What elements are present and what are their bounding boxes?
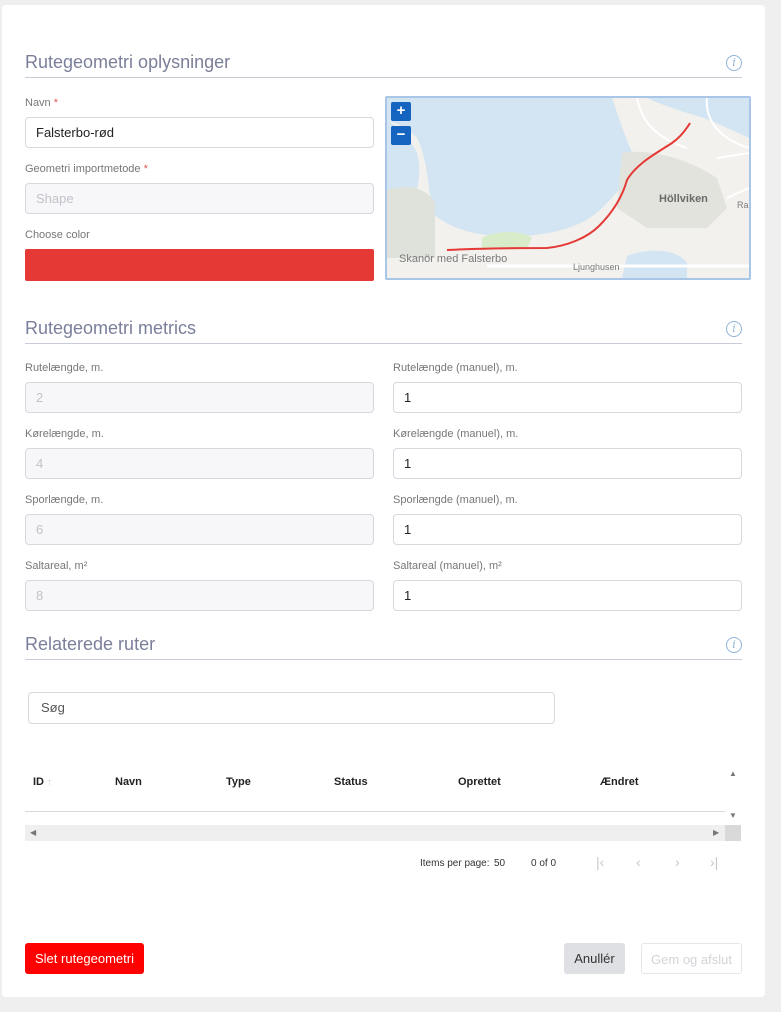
required-mark: * (143, 163, 148, 175)
zoom-out-button[interactable]: − (391, 126, 411, 145)
map-label-ra: Ra (737, 200, 749, 210)
column-id-label: ID (33, 776, 44, 788)
info-icon[interactable]: i (726, 637, 742, 653)
search-input[interactable]: Søg (28, 692, 555, 724)
column-name[interactable]: Navn (115, 776, 142, 788)
name-label (25, 97, 58, 109)
horizontal-scrollbar[interactable] (25, 825, 725, 841)
items-per-page-label: Items per page: (420, 858, 490, 869)
scroll-down-icon[interactable]: ▼ (729, 811, 737, 820)
import-method-label (25, 163, 148, 175)
drive-length-field: 4 (25, 448, 374, 479)
scroll-right-icon[interactable]: ▶ (713, 828, 720, 837)
table-header (25, 766, 725, 812)
column-changed[interactable]: Ændret (600, 776, 639, 788)
last-page-icon[interactable]: ›| (710, 854, 719, 870)
track-length-manual-input[interactable]: 1 (393, 514, 742, 545)
cancel-button[interactable]: Anullér (564, 943, 625, 974)
drive-length-manual-input[interactable]: 1 (393, 448, 742, 479)
previous-page-icon[interactable]: ‹ (636, 854, 641, 870)
section-title-info (25, 52, 742, 78)
map-label-hollviken: Höllviken (659, 193, 708, 205)
section-title-metrics (25, 318, 742, 344)
save-and-close-button[interactable]: Gem og afslut (641, 943, 742, 974)
track-length-field: 6 (25, 514, 374, 545)
color-picker[interactable] (25, 249, 374, 281)
route-length-field: 2 (25, 382, 374, 413)
map-label-ljunghusen: Ljunghusen (573, 262, 620, 272)
section-title-related (25, 634, 742, 660)
scroll-left-icon[interactable]: ◀ (30, 828, 37, 837)
salt-area-manual-input[interactable]: 1 (393, 580, 742, 611)
map-label-skanor: Skanör med Falsterbo (399, 253, 508, 265)
metric-manual-label: Kørelængde (manuel), m. (393, 428, 519, 440)
scroll-up-icon[interactable]: ▲ (729, 769, 737, 778)
metrics-section-title: Rutegeometri metrics (25, 318, 197, 338)
related-section-title: Relaterede ruter (25, 634, 156, 654)
column-status[interactable]: Status (334, 776, 368, 788)
next-page-icon[interactable]: › (675, 854, 680, 870)
import-label-text: Geometri importmetode (25, 163, 141, 175)
name-label-text: Navn (25, 97, 51, 109)
column-type[interactable]: Type (226, 776, 251, 788)
metric-manual-label: Saltareal (manuel), m² (393, 560, 502, 572)
color-label: Choose color (25, 229, 90, 241)
zoom-in-button[interactable]: + (391, 102, 411, 121)
sort-arrow-icon: ↑ (47, 777, 53, 788)
metric-label: Rutelængde, m. (25, 362, 104, 374)
import-method-field: Shape (25, 183, 374, 214)
metric-label: Saltareal, m² (25, 560, 88, 572)
metric-manual-label: Sporlængde (manuel), m. (393, 494, 518, 506)
page-range: 0 of 0 (531, 858, 557, 869)
items-per-page-select[interactable]: 50 (494, 858, 506, 869)
map-canvas (387, 98, 749, 278)
scrollbar-corner (725, 825, 741, 841)
info-section-title: Rutegeometri oplysninger (25, 52, 231, 72)
info-icon[interactable]: i (726, 55, 742, 71)
route-map[interactable] (385, 96, 751, 280)
info-icon[interactable]: i (726, 321, 742, 337)
vertical-scrollbar[interactable] (725, 766, 741, 824)
column-created[interactable]: Oprettet (458, 776, 501, 788)
delete-button[interactable]: Slet rutegeometri (25, 943, 144, 974)
route-length-manual-input[interactable]: 1 (393, 382, 742, 413)
metric-label: Sporlængde, m. (25, 494, 104, 506)
metric-label: Kørelængde, m. (25, 428, 104, 440)
name-input[interactable]: Falsterbo-rød (25, 117, 374, 148)
required-mark: * (53, 97, 59, 109)
column-id[interactable] (33, 776, 52, 788)
first-page-icon[interactable]: |‹ (596, 854, 605, 870)
metric-manual-label: Rutelængde (manuel), m. (393, 362, 518, 374)
salt-area-field: 8 (25, 580, 374, 611)
